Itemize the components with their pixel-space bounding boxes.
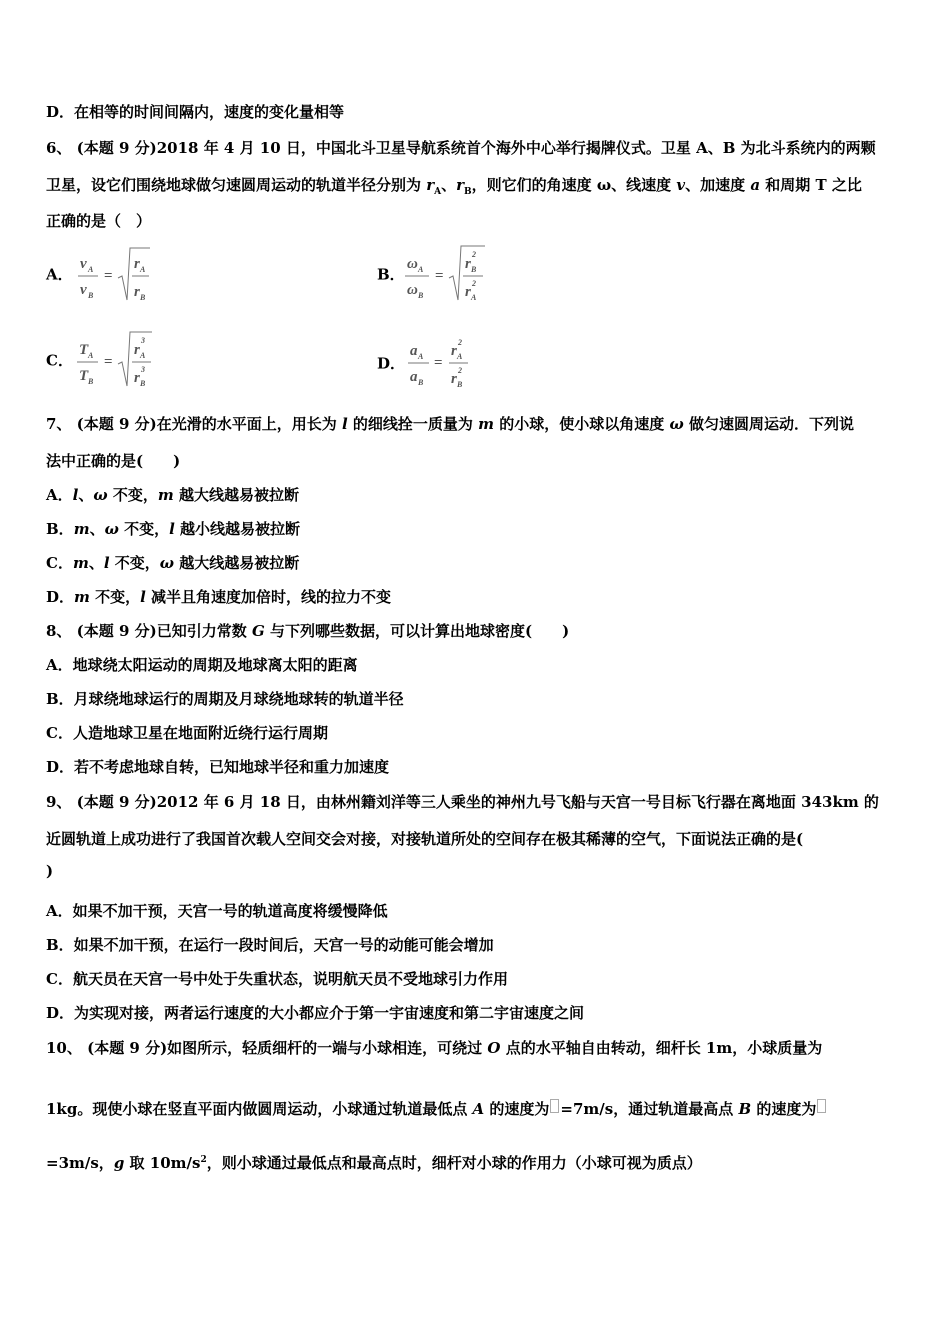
q6-option-a[interactable]	[46, 244, 346, 304]
svg-text:B: B	[88, 291, 94, 300]
svg-text:r: r	[451, 343, 457, 359]
svg-text:T: T	[79, 368, 89, 384]
svg-text:T: T	[79, 342, 89, 358]
svg-text:=: =	[104, 268, 113, 284]
q8-option-d[interactable]: D．若不考虑地球自转，已知地球半径和重力加速度	[46, 758, 390, 776]
svg-text:r: r	[465, 256, 471, 272]
svg-text:=: =	[435, 268, 444, 284]
svg-text:2: 2	[458, 366, 462, 375]
option-label: C．	[46, 351, 73, 370]
svg-text:A: A	[140, 351, 146, 360]
svg-text:=: =	[104, 354, 113, 370]
q6-option-b[interactable]	[377, 244, 677, 304]
q7-option-c[interactable]: C．m、l 不变，ω 越大线越易被拉断	[46, 554, 300, 572]
q9-stem-line3: )	[46, 862, 54, 880]
q6-stem-line2: 卫星，设它们围绕地球做匀速圆周运动的轨道半径分别为 $r_A$、$r_B$，则它们的角速度 ω、线速度 v、加速度 a 和周期 T 之比	[46, 176, 862, 197]
q9-option-d[interactable]: D．为实现对接，两者运行速度的大小都应介于第一宇宙速度和第二宇宙速度之间	[46, 1004, 585, 1022]
q6-option-c[interactable]	[46, 330, 346, 390]
svg-text:r: r	[134, 284, 140, 300]
formula-omega-ratio	[405, 244, 535, 304]
q6-stem-line1: 6、 (本题 9 分)2018 年 4 月 10 日，中国北斗卫星导航系统首个海外中心举行揭牌仪式。卫星 A、B 为北斗系统内的两颗	[46, 139, 876, 157]
q6-stem-line3: 正确的是（ ）	[46, 212, 152, 230]
svg-text:B: B	[457, 380, 463, 389]
svg-text:A: A	[457, 352, 463, 361]
svg-text:A: A	[88, 351, 94, 360]
svg-text:B: B	[88, 377, 94, 386]
q9-option-b[interactable]: B．如果不加干预，在运行一段时间后，天宫一号的动能可能会增加	[46, 936, 494, 954]
svg-text:r: r	[134, 342, 140, 358]
formula-va-vb	[76, 244, 206, 304]
svg-text:A: A	[88, 265, 94, 274]
q9-option-c[interactable]: C．航天员在天宫一号中处于失重状态，说明航天员不受地球引力作用	[46, 970, 508, 988]
q8-option-b[interactable]: B．月球绕地球运行的周期及月球绕地球转的轨道半径	[46, 690, 404, 708]
svg-text:ω: ω	[407, 256, 418, 272]
q9-stem-line1: 9、 (本题 9 分)2012 年 6 月 18 日，由林州籍刘洋等三人乘坐的神州九号飞船与天宫一号目标飞行器在离地面 343km 的	[46, 793, 879, 811]
option-label: B．	[377, 265, 405, 284]
svg-text:r: r	[451, 371, 457, 387]
svg-text:A: A	[140, 265, 146, 274]
q7-option-a[interactable]: A．l、ω 不变，m 越大线越易被拉断	[46, 486, 299, 504]
svg-text:ω: ω	[407, 282, 418, 298]
svg-text:A: A	[418, 265, 424, 274]
svg-text:v: v	[80, 256, 87, 272]
svg-text:a: a	[410, 369, 418, 385]
svg-text:3: 3	[141, 365, 145, 374]
svg-text:A: A	[471, 293, 477, 302]
svg-text:B: B	[140, 379, 146, 388]
missing-glyph-icon	[550, 1099, 559, 1113]
q10-stem-line2: 1kg。现使小球在竖直平面内做圆周运动，小球通过轨道最低点 A 的速度为 =7m/s，通过轨道最高点 B 的速度为	[46, 1099, 827, 1119]
q6-option-d[interactable]	[377, 333, 677, 393]
q5-option-d: D．在相等的时间间隔内，速度的变化量相等	[46, 103, 345, 121]
svg-text:A: A	[418, 352, 424, 361]
q10-stem-line1: 10、 (本题 9 分)如图所示，轻质细杆的一端与小球相连，可绕过 O 点的水平轴自由转动，细杆长 1m，小球质量为	[46, 1039, 823, 1057]
svg-text:2: 2	[458, 338, 462, 347]
svg-text:r: r	[465, 284, 471, 300]
svg-text:r: r	[134, 256, 140, 272]
q7-option-d[interactable]: D．m 不变，l 减半且角速度加倍时，线的拉力不变	[46, 588, 392, 606]
q7-option-b[interactable]: B．m、ω 不变，l 越小线越易被拉断	[46, 520, 301, 538]
svg-text:v: v	[80, 282, 87, 298]
q8-stem: 8、 (本题 9 分)已知引力常数 G 与下列哪些数据，可以计算出地球密度( )	[46, 622, 570, 640]
q8-option-a[interactable]: A．地球绕太阳运动的周期及地球离太阳的距离	[46, 656, 358, 674]
svg-text:B: B	[418, 378, 424, 387]
q10-stem-line3: =3m/s，g 取 $10m/s^2$，则小球通过最低点和最高点时，细杆对小球的作用力（小球可视为质点）	[46, 1154, 702, 1172]
svg-text:3: 3	[141, 336, 145, 345]
svg-text:B: B	[418, 291, 424, 300]
svg-text:2: 2	[472, 250, 476, 259]
missing-glyph-icon	[817, 1099, 826, 1113]
q9-stem-line2: 近圆轨道上成功进行了我国首次载人空间交会对接，对接轨道所处的空间存在极其稀薄的空气，下面说法正确的是(	[46, 830, 804, 848]
q7-stem-line2: 法中正确的是( )	[46, 452, 181, 470]
option-label: A．	[46, 265, 73, 284]
q7-stem-line1: 7、 (本题 9 分)在光滑的水平面上，用长为 l 的细线拴一质量为 m 的小球，使小球以角速度 ω 做匀速圆周运动．下列说	[46, 415, 854, 433]
svg-text:B: B	[471, 265, 477, 274]
svg-text:r: r	[134, 370, 140, 386]
q8-option-c[interactable]: C．人造地球卫星在地面附近绕行运行周期	[46, 724, 328, 742]
formula-period-ratio	[76, 330, 206, 390]
svg-text:=: =	[434, 355, 443, 371]
option-label: D．	[377, 354, 406, 373]
svg-text:2: 2	[472, 279, 476, 288]
svg-text:a: a	[410, 343, 418, 359]
svg-text:B: B	[140, 293, 146, 302]
q9-option-a[interactable]: A．如果不加干预，天宫一号的轨道高度将缓慢降低	[46, 902, 388, 920]
formula-accel-ratio	[407, 333, 537, 393]
